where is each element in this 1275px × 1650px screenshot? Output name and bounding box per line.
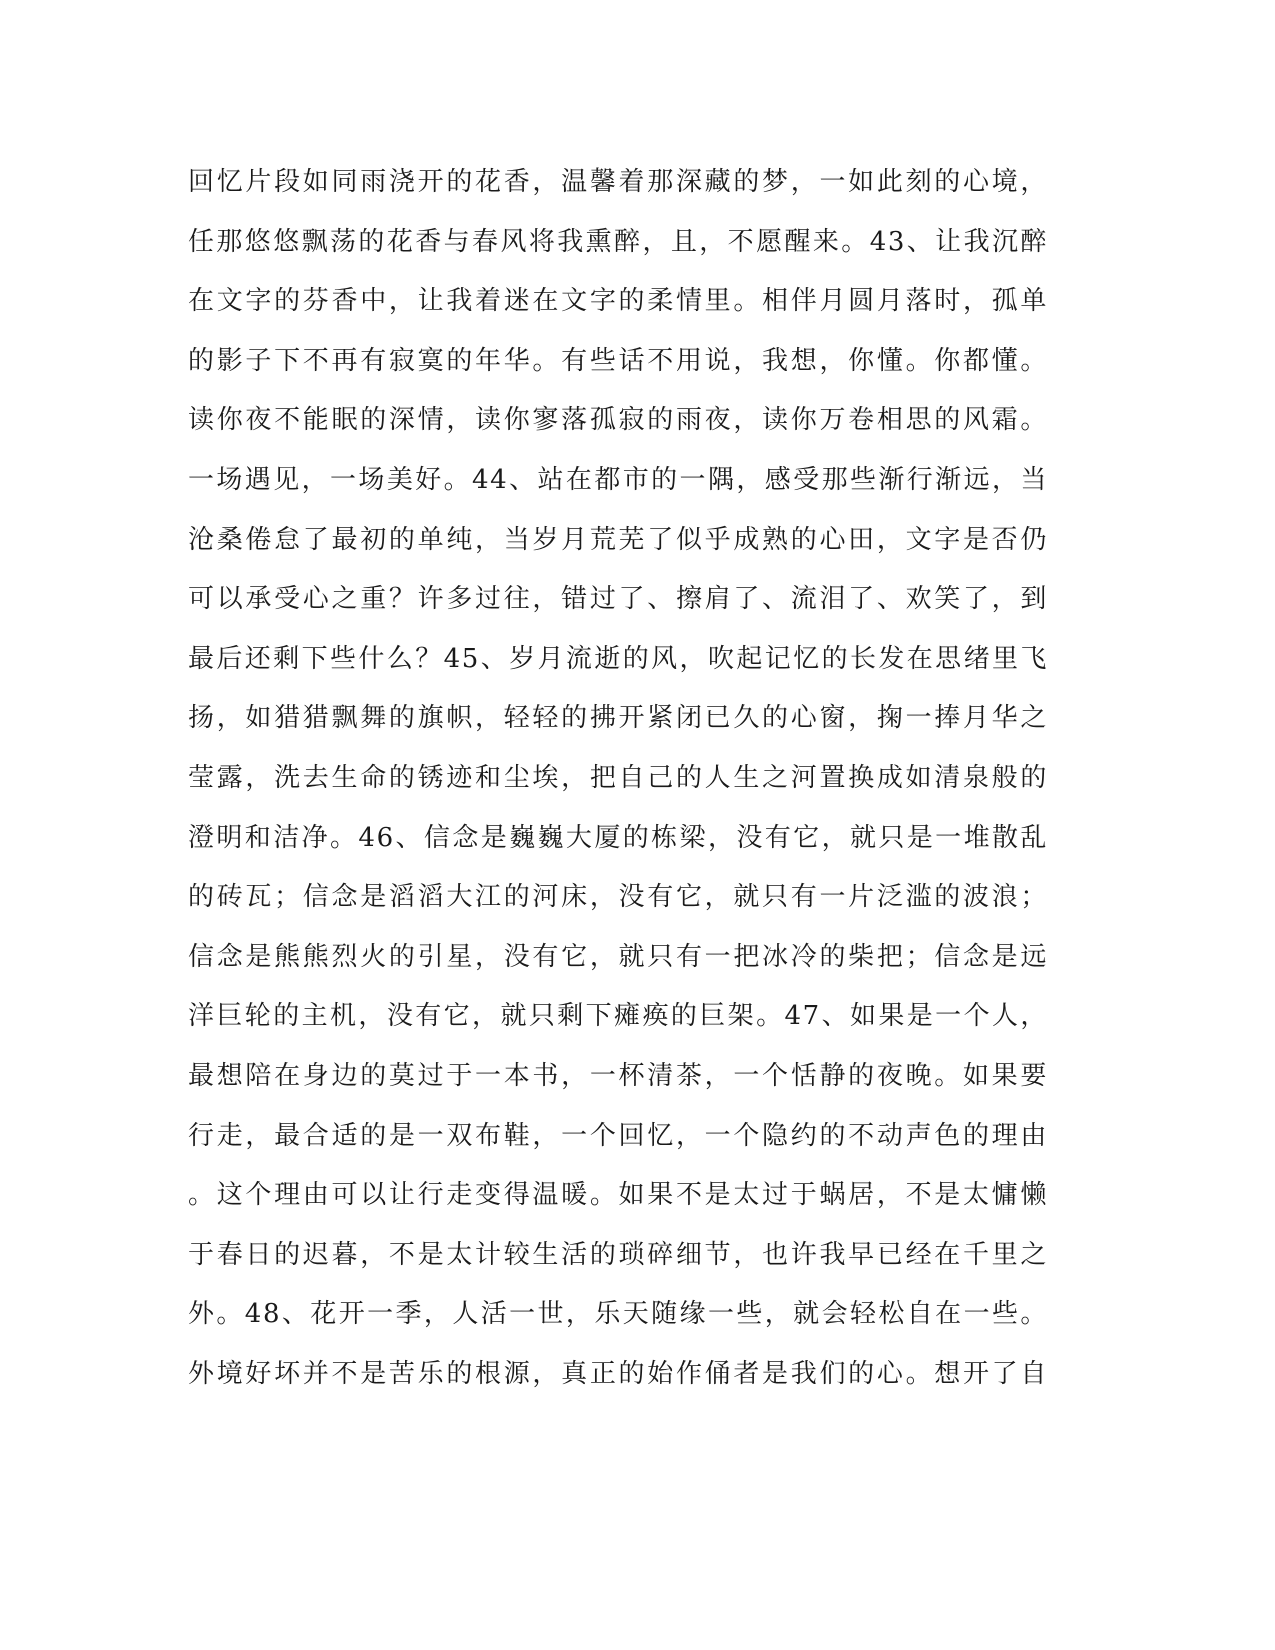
text-line-20: 外。48、花开一季，人活一世，乐天随缘一些，就会轻松自在一些。 xyxy=(188,1299,1048,1330)
text-line-8: 可以承受心之重？许多过往，错过了、擦肩了、流泪了、欢笑了，到 xyxy=(188,584,1048,615)
text-line-3: 在文字的芬香中，让我着迷在文字的柔情里。相伴月圆月落时，孤单 xyxy=(188,286,1048,317)
text-line-14: 信念是熊熊烈火的引星，没有它，就只有一把冰冷的柴把；信念是远 xyxy=(188,941,1048,972)
text-line-5: 读你夜不能眠的深情，读你寥落孤寂的雨夜，读你万卷相思的风霜。 xyxy=(188,405,1048,436)
text-line-7: 沧桑倦怠了最初的单纯，当岁月荒芜了似乎成熟的心田，文字是否仍 xyxy=(188,524,1048,555)
text-line-6: 一场遇见，一场美好。44、站在都市的一隅，感受那些渐行渐远，当 xyxy=(188,464,1048,495)
text-line-17: 行走，最合适的是一双布鞋，一个回忆，一个隐约的不动声色的理由 xyxy=(188,1120,1048,1151)
text-line-21: 外境好坏并不是苦乐的根源，真正的始作俑者是我们的心。想开了自 xyxy=(188,1358,1048,1389)
text-line-1: 回忆片段如同雨浇开的花香，温馨着那深藏的梦，一如此刻的心境， xyxy=(188,167,1048,197)
text-line-9: 最后还剩下些什么？45、岁月流逝的风，吹起记忆的长发在思绪里飞 xyxy=(188,643,1048,674)
text-line-15: 洋巨轮的主机，没有它，就只剩下瘫痪的巨架。47、如果是一个人， xyxy=(188,1001,1048,1032)
text-line-12: 澄明和洁净。46、信念是巍巍大厦的栋梁，没有它，就只是一堆散乱 xyxy=(188,822,1048,853)
text-line-19: 于春日的迟暮，不是太计较生活的琐碎细节，也许我早已经在千里之 xyxy=(188,1239,1048,1270)
text-line-13: 的砖瓦；信念是滔滔大江的河床，没有它，就只有一片泛滥的波浪； xyxy=(188,882,1048,913)
text-line-11: 莹露，洗去生命的锈迹和尘埃，把自己的人生之河置换成如清泉般的 xyxy=(188,762,1048,793)
body-text xyxy=(188,153,1048,1404)
text-line-2: 任那悠悠飘荡的花香与春风将我熏醉，且，不愿醒来。43、让我沉醉 xyxy=(188,226,1048,257)
text-line-10: 扬，如猎猎飘舞的旗帜，轻轻的拂开紧闭已久的心窗，掬一捧月华之 xyxy=(188,703,1048,734)
text-line-4: 的影子下不再有寂寞的年华。有些话不用说，我想，你懂。你都懂。 xyxy=(188,345,1048,376)
text-line-16: 最想陪在身边的莫过于一本书，一杯清茶，一个恬静的夜晚。如果要 xyxy=(188,1060,1048,1091)
text-line-18: 。这个理由可以让行走变得温暖。如果不是太过于蜗居，不是太慵懒 xyxy=(188,1180,1048,1211)
